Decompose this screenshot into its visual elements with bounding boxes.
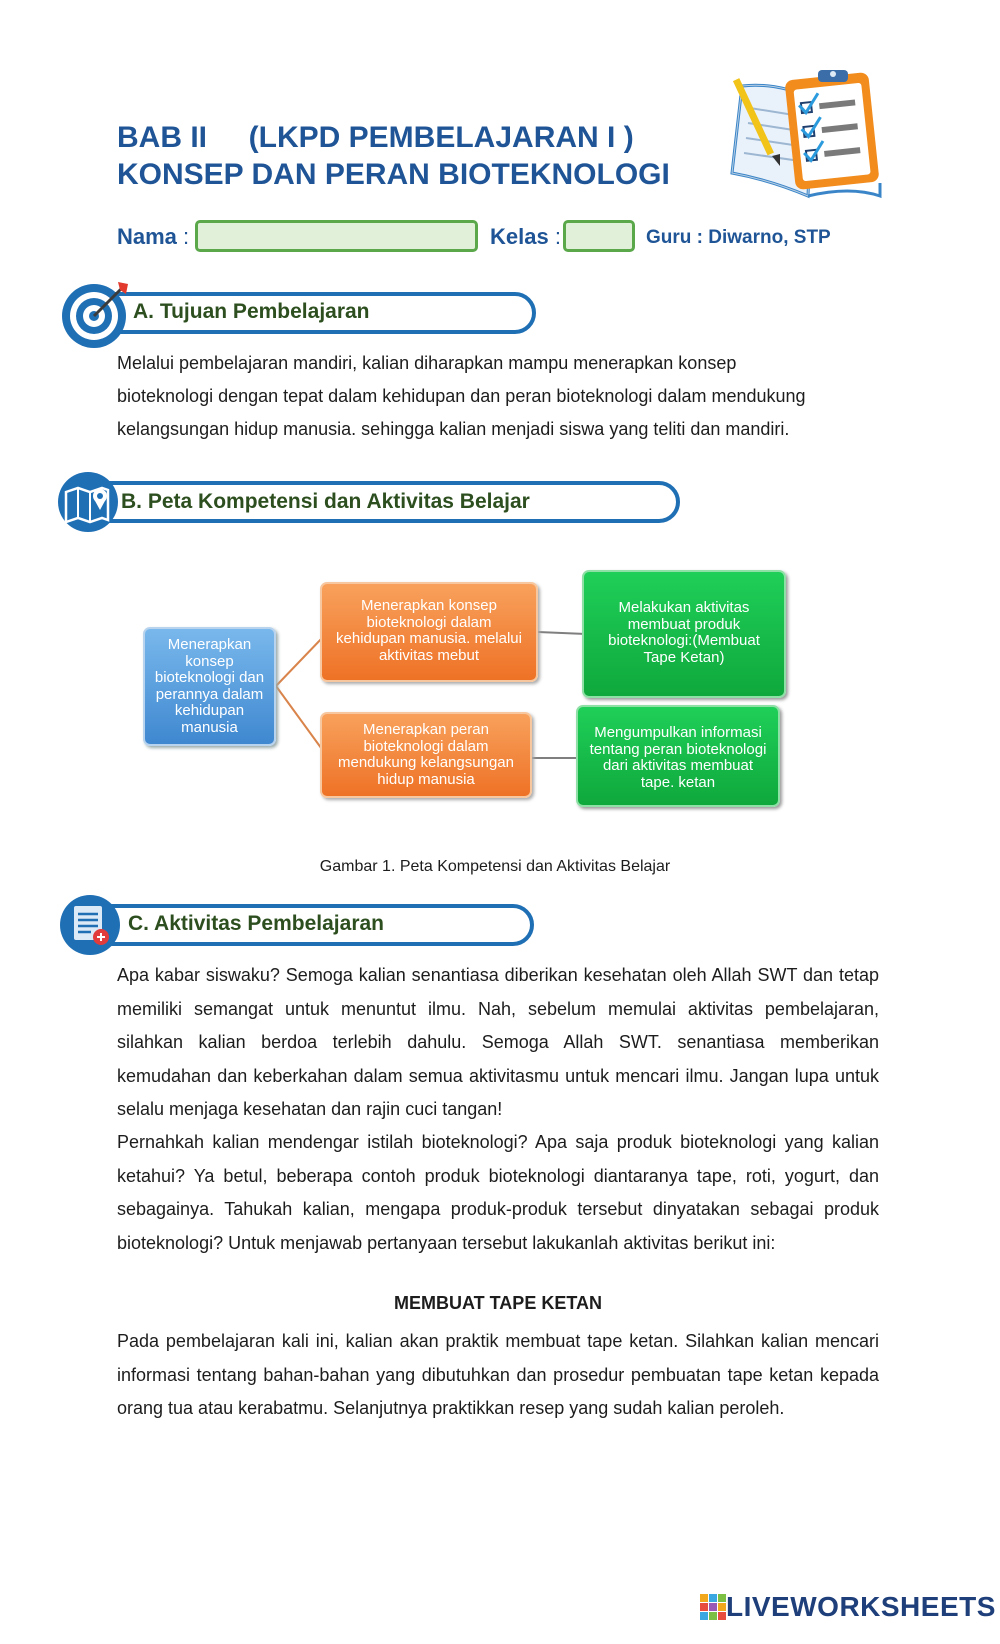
root-text-4: perannya dalam [155,685,264,703]
section-a-line-1: Melalui pembelajaran mandiri, kalian diharapkan mampu menerapkan konsep [117,353,737,373]
root-text-5: kehidupan [174,702,245,719]
diagram-root-box [143,627,276,746]
connector-root-mid1 [276,636,324,686]
mid2-text-3: mendukung kelangsungan [338,754,514,771]
section-c-subheading: MEMBUAT TAPE KETAN [394,1293,602,1313]
figure-caption: Gambar 1. Peta Kompetensi dan Aktivitas Belajar [319,858,671,875]
section-c-paragraph-3: Pada pembelajaran kali ini, kalian akan praktik membuat tape ketan. Silahkan kalian mencari informasi tentang bahan-bahan yang dibutuhkan dan prosedur pembuatan tape ketan kepada orang tua atau kerabatmu. Selanjutnya praktikkan resep yang sudah kalian peroleh. [117,1331,879,1418]
diagram-mid2-box [320,712,532,798]
leaf1-text-2: membuat produk [627,615,741,633]
mid2-text-2: bioteknologi dalam [363,737,489,755]
section-c-paragraph-1: Apa kabar siswaku? Semoga kalian senantiasa diberikan kesehatan oleh Allah SWT dan tetap memiliki semangat untuk menuntut ilmu. Nah, sebelum memulai aktivitas pembelajaran, silahkan kalian berdoa terlebih dahulu. Semoga Allah SWT. senantiasa memberikan kemudahan dan keberkahan dalam semua aktivitasmu untuk mencari ilmu. Jangan lupa untuk selalu menjaga kesehatan dan rajin cuci tangan! [117,965,879,1119]
mid2-text-4: hidup manusia [377,770,475,788]
mid2-text-1: Menerapkan peran [363,721,489,738]
root-text-3: bioteknologi dan [154,669,265,686]
diagram-leaf2-box [576,705,780,807]
connector-root-mid2 [276,686,324,752]
document-icon [58,893,122,957]
title-line-1: BAB II (LKPD PEMBELAJARAN I ) [117,121,634,154]
leaf2-text-3: dari aktivitas membuat [602,757,754,774]
leaf2-text-1: Mengumpulkan informasi [594,724,762,741]
mid1-text-1: Menerapkan konsep [361,597,497,614]
leaf2-text-4: tape. ketan [640,773,716,791]
liveworksheets-logo-icon [700,1594,726,1620]
mid1-text-4: aktivitas mebut [378,646,480,664]
kelas-label: Kelas : [490,224,561,249]
section-a-line-2: bioteknologi dengan tepat dalam kehidupan dan peran bioteknologi dalam mendukung [117,386,806,406]
section-a-title: A. Tujuan Pembelajaran [133,300,370,323]
root-text-6: manusia [181,718,238,736]
diagram-mid1-box [320,582,538,682]
section-c-paragraph-2: Pernahkah kalian mendengar istilah bioteknologi? Apa saja produk bioteknologi yang kalian ketahui? Ya betul, beberapa contoh produk bioteknologi diantaranya tape, roti, yogurt, dan sebagainya. Tahukah kalian, mengapa produk-produk tersebut dinyatakan sebagai produk bioteknologi? Untuk menjawab pertanyaan tersebut lakukanlah aktivitas berikut ini: [117,1132,879,1253]
section-c-title: C. Aktivitas Pembelajaran [128,912,384,935]
root-text-1: Menerapkan [167,636,252,653]
guru-label: Guru : Diwarno, STP [646,227,831,248]
footer-brand [700,1591,996,1623]
nama-label: Nama : [117,224,190,249]
mid1-text-3: kehidupan manusia. melalui [336,630,522,647]
leaf1-text-3: bioteknologi:(Membuat [608,632,760,649]
section-b-title: B. Peta Kompetensi dan Aktivitas Belajar [121,490,530,513]
section-a-line-3: kelangsungan hidup manusia. sehingga kalian menjadi siswa yang teliti dan mandiri. [117,419,790,439]
title-line-2: KONSEP DAN PERAN BIOTEKNOLOGI [117,158,670,191]
leaf1-text-4: Tape Ketan) [643,648,725,666]
root-text-2: konsep [185,652,234,670]
connector-mid1-leaf1 [538,632,586,634]
footer-brand-text: LIVEWORKSHEETS [726,1591,996,1622]
mid1-text-2: bioteknologi dalam [366,613,492,631]
diagram-leaf1-box [582,570,786,698]
leaf1-text-1: Melakukan aktivitas [618,599,750,616]
leaf2-text-2: tentang peran bioteknologi [589,740,767,758]
